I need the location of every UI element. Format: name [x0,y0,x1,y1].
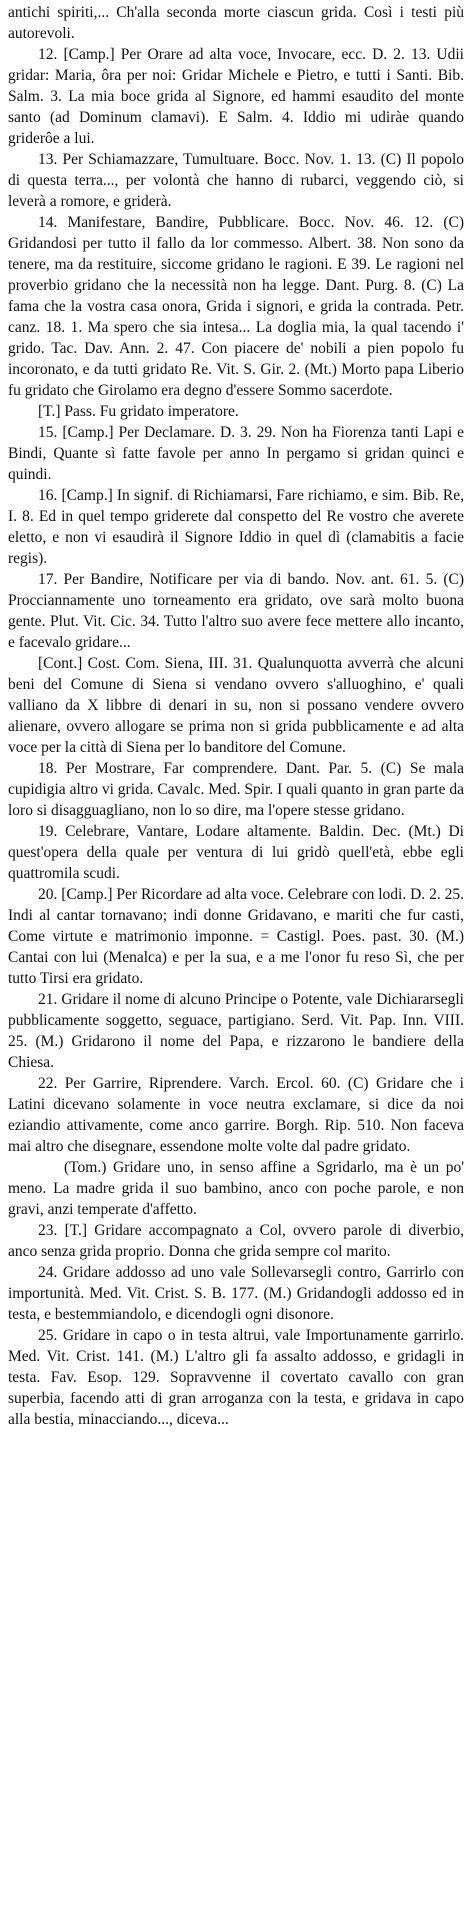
entry-22-note: (Tom.) Gridare uno, in senso affine a Sgridarlo, ma è un po' meno. La madre grida il suo bambino, anco con poche parole, e non gravi, anzi temperate d'affetto. [8,1159,464,1218]
entry-25: 25. Gridare in capo o in testa altrui, vale Importunamente garrirlo. Med. Vit. Crist. 141. (M.) L'altro gli fa assalto addosso, e gridagli in testa. Fav. Esop. 129. Sopravvenne il covertato cavallo con gran superbia, facendo atti di gran arroganza con la testa, e gridava in capo alla bestia, minacciando..., diceva... [8,1327,464,1428]
entry-16: 16. [Camp.] In signif. di Richiamarsi, Fare richiamo, e sim. Bib. Re, I. 8. Ed in quel tempo griderete dal conspetto del Re vostro che averete eletto, e non vi esaudirà il Signore Iddio in quel dì (clamabitis a facie regis). [8,487,464,567]
entry-17: 17. Per Bandire, Notificare per via di bando. Nov. ant. 61. 5. (C) Procciannamente uno torneamento era gridato, ove sarà molto buona gente. Plut. Vit. Cic. 34. Tutto l'altro suo avere fece mettere allo incanto, e facevalo gridare... [8,571,464,651]
entry-20: 20. [Camp.] Per Ricordare ad alta voce. Celebrare con lodi. D. 2. 25. Indi al cantar tornavano; indi donne Gridavano, e mariti che fur casti, Come virtute e matrimonio imponne. = Castigl. Poes. past. 30. (M.) Cantai con lui (Menalca) e per la sua, e a me l'onor fu reso Sì, che per tutto Tirsi era gridato. [8,886,464,987]
entry-14: 14. Manifestare, Bandire, Pubblicare. Bocc. Nov. 46. 12. (C) Gridandosi per tutto il fallo da lor commesso. Albert. 38. Non sono da tenere, ma da restituire, siccome gridano le ragioni. E 39. Le ragioni nel proverbio gridano che la necessità non ha legge. Dant. Purg. 8. (C) La fama che la vostra casa onora, Grida i signori, e grida la contrada. Petr. canz. 18. 1. Ma spero che sia intesa... La doglia mia, la qual tacendo i' grido. Tac. Dav. Ann. 2. 47. Con piacere de' nobili a pien popolo fu incoronato, e da tutti gridato Re. Vit. S. Gir. 2. (Mt.) Morto papa Liberio fu gridato che Girolamo era degno d'essere Sommo sacerdote. [8,214,464,399]
entry-13: 13. Per Schiamazzare, Tumultuare. Bocc. Nov. 1. 13. (C) Il popolo di questa terra..., per volontà che hanno di rubarci, veggendo ciò, si leverà a romore, e griderà. [8,151,464,210]
entry-22: 22. Per Garrire, Riprendere. Varch. Ercol. 60. (C) Gridare che i Latini dicevano solamente in voce neutra exclamare, si dice da noi eziandio attivamente, come anco garrire. Borgh. Rip. 510. Non faceva mai altro che disegnare, essendone molte volte dal padre gridato. [8,1075,464,1155]
entry-23: 23. [T.] Gridare accompagnato a Col, ovvero parole di diverbio, anco senza grida proprio. Donna che grida sempre col marito. [8,1222,464,1260]
entry-21: 21. Gridare il nome di alcuno Principe o Potente, vale Dichiararsegli pubblicamente soggetto, seguace, partigiano. Serd. Vit. Pap. Inn. VIII. 25. (M.) Gridarono il nome del Papa, e rizzarono le bandiere della Chiesa. [8,991,464,1071]
entry-24: 24. Gridare addosso ad uno vale Sollevarsegli contro, Garrirlo con importunità. Med. Vit. Crist. S. B. 177. (M.) Gridandogli addosso ed in testa, e bestemmiandolo, e dicendogli ogni disonore. [8,1264,464,1323]
entry-continuation: antichi spiriti,... Ch'alla seconda morte ciascun grida. Così i testi più autorevoli. [8,4,464,42]
entry-15: 15. [Camp.] Per Declamare. D. 3. 29. Non ha Fiorenza tanti Lapi e Bindi, Quante sì fatte favole per anno In pergamo si gridan quinci e quindi. [8,424,464,483]
entry-14-note: [T.] Pass. Fu gridato imperatore. [38,403,239,420]
entry-18: 18. Per Mostrare, Far comprendere. Dant. Par. 5. (C) Se mala cupidigia altro vi grida. Cavalc. Med. Spir. I quali quanto in gran parte da loro si disagguagliano, non lo so dire, ma l'opere stesse gridano. [8,760,464,819]
entry-12: 12. [Camp.] Per Orare ad alta voce, Invocare, ecc. D. 2. 13. Udii gridar: Maria, ôra per noi: Gridar Michele e Pietro, e tutti i Santi. Bib. Salm. 3. La mia boce grida al Signore, ed hammi esaudito del monte santo (ad Dominum clamavi). E Salm. 4. Iddio mi udiràe quando griderôe a lui. [8,46,464,147]
entry-17-cont: [Cont.] Cost. Com. Siena, III. 31. Qualunquotta avverrà che alcuni beni del Comune di Siena si vendano ovvero s'alluoghino, e' quali valliano da X libbre di denari in su, non si possano vendere ovvero alienare, ovvero allogare se prima non si grida pubblicamente e ad alta voce per la città di Siena per lo banditore del Comune. [8,655,464,756]
entry-19: 19. Celebrare, Vantare, Lodare altamente. Baldin. Dec. (Mt.) Di quest'opera della quale per ventura di lui gridò quell'età, ebbe egli quattromila scudi. [8,823,464,882]
